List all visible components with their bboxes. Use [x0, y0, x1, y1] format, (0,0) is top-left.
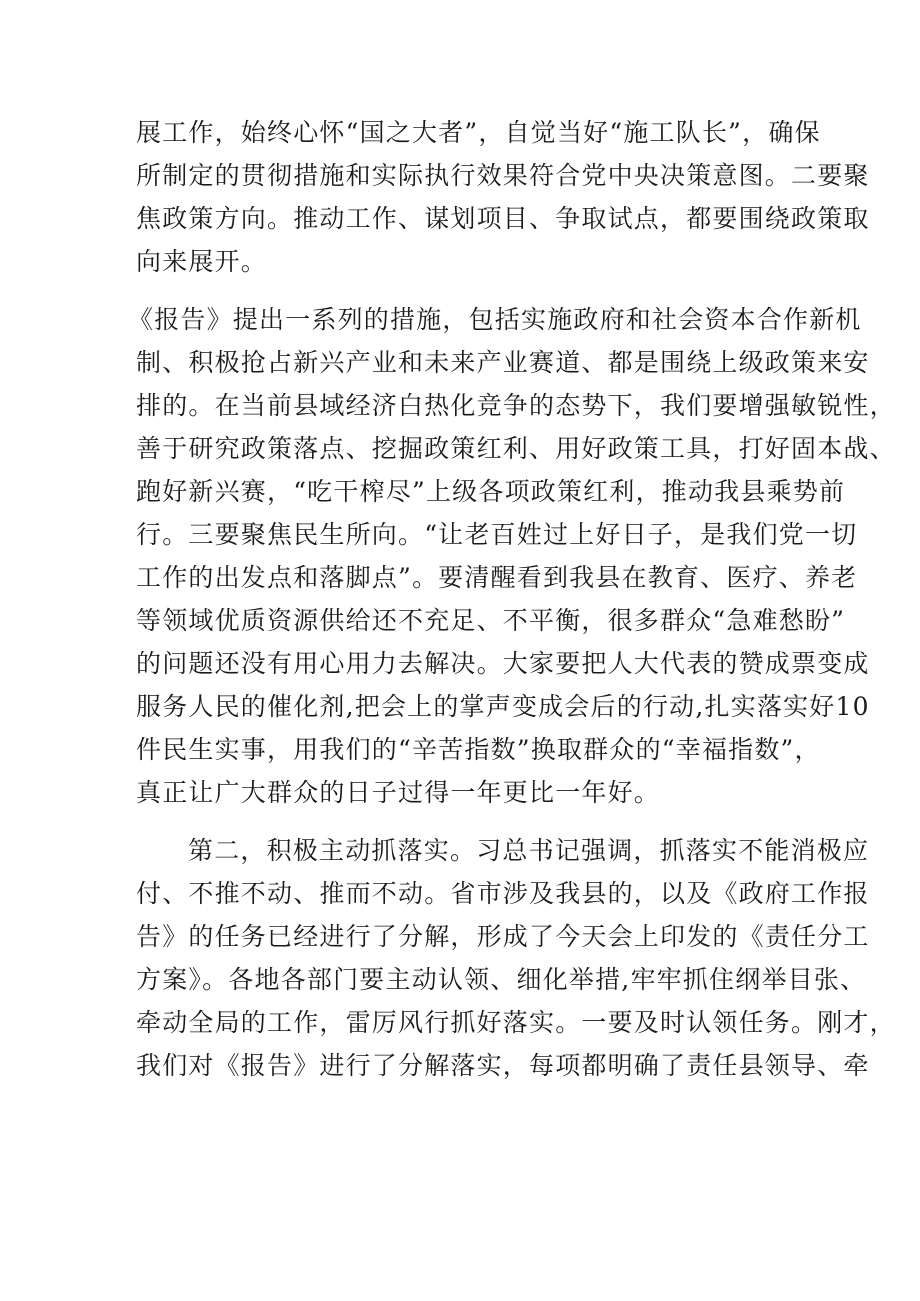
text-line: 工作的出发点和落脚点”。要清醒看到我县在教育、医疗、养老	[136, 563, 858, 592]
text-line: 跑好新兴赛，“吃干榨尽”上级各项政策红利，推动我县乘势前	[136, 477, 846, 506]
text-line: 制、积极抢占新兴产业和未来产业赛道、都是围绕上级政策来安	[136, 348, 870, 377]
text-line: 付、不推不动、推而不动。省市涉及我县的，以及《政府工作报	[136, 879, 870, 908]
text-line: 件民生实事，用我们的“辛苦指数”换取群众的“幸福指数”，	[136, 735, 821, 764]
text-line: 告》的任务已经进行了分解，形成了今天会上印发的《责任分工	[136, 922, 870, 951]
text-line: 向来展开。	[136, 247, 268, 276]
text-line: 的问题还没有用心用力去解决。大家要把人大代表的赞成票变成	[136, 649, 870, 678]
text-line: 所制定的贯彻措施和实际执行效果符合党中央决策意图。二要聚	[136, 161, 870, 190]
text-line: 我们对《报告》进行了分解落实，每项都明确了责任县领导、牵	[136, 1051, 870, 1080]
text-line: 排的。在当前县域经济白热化竞争的态势下，我们要增强敏锐性，	[136, 391, 896, 420]
text-line: 《报告》提出一系列的措施，包括实施政府和社会资本合作新机	[128, 305, 862, 334]
text-line: 焦政策方向。推动工作、谋划项目、争取试点，都要围绕政策取	[136, 204, 870, 233]
text-line: 行。三要聚焦民生所向。“让老百姓过上好日子，是我们党一切	[136, 520, 858, 549]
text-line: 方案》。各地各部门要主动认领、细化举措,牢牢抓住纲举目张、	[136, 965, 867, 994]
text-line: 善于研究政策落点、挖掘政策红利、用好政策工具，打好固本战、	[136, 434, 896, 463]
text-line: 牵动全局的工作，雷厉风行抓好落实。一要及时认领任务。刚才，	[136, 1008, 896, 1037]
text-line: 等领域优质资源供给还不充足、不平衡，很多群众“急难愁盼”	[136, 606, 846, 635]
text-line: 展工作，始终心怀“国之大者”，自觉当好“施工队长”，确保	[136, 118, 821, 147]
text-line: 服务人民的催化剂,把会上的掌声变成会后的行动,扎实落实好10	[136, 692, 870, 721]
text-line: 真正让广大群众的日子过得一年更比一年好。	[136, 778, 661, 807]
text-line: 第二，积极主动抓落实。习总书记强调，抓落实不能消极应	[188, 836, 870, 865]
